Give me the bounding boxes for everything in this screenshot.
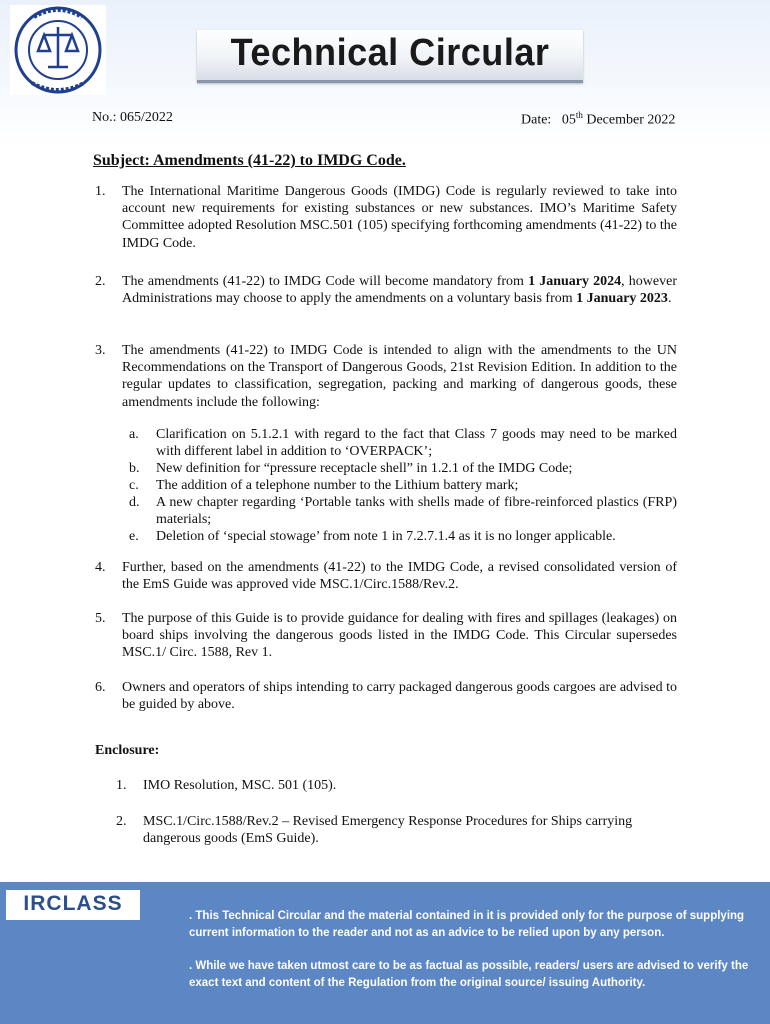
page-title: Technical Circular <box>230 32 550 74</box>
paragraph-number: 5. <box>95 611 106 626</box>
letterhead <box>0 0 770 146</box>
circular-date <box>521 110 675 129</box>
paragraph-text: Further, based on the amendments (41-22) to the IMDG Code, a revised consolidated version of the EmS Guide was approved vide MSC.1/Circ.1588/Rev.2. <box>122 560 677 593</box>
paragraph-number: 1. <box>95 184 106 199</box>
paragraph-text-part: , however Administrations may choose to apply the amendments on a voluntary basis from <box>122 274 677 307</box>
enclosure-text: IMO Resolution, MSC. 501 (105). <box>143 778 337 793</box>
paragraph-text: The International Maritime Dangerous Goods (IMDG) Code is regularly reviewed to take into account new requirements for existing substances or new substances. IMO’s Maritime Safety Committee adopted Resolution MSC.501 (105) specifying forthcoming amendments (41-22) to the IMDG Code. <box>122 184 677 251</box>
subitem-text: The addition of a telephone number to the Lithium battery mark; <box>156 478 519 493</box>
paragraph-number: 3. <box>95 343 106 358</box>
voluntary-date: 1 January 2023 <box>576 291 668 307</box>
enclosure-number: 2. <box>116 814 127 829</box>
subitem-letter: b. <box>129 461 140 476</box>
subitem-d <box>129 494 677 528</box>
subitem-e <box>129 528 677 545</box>
subitem-a <box>129 426 677 460</box>
paragraph-1 <box>95 183 677 252</box>
mandatory-date: 1 January 2024 <box>528 274 622 289</box>
irclass-logo <box>6 890 140 920</box>
paragraph-6 <box>95 679 677 713</box>
paragraph-number: 2. <box>95 274 106 289</box>
subitem-b <box>129 460 677 477</box>
enclosure-number: 1. <box>116 778 127 793</box>
date-suffix: th <box>575 110 583 120</box>
subitem-text: Deletion of ‘special stowage’ from note 1 in 7.2.7.1.4 as it is no longer applicable. <box>156 529 616 544</box>
paragraph-4 <box>95 559 677 593</box>
subitem-letter: c. <box>129 478 139 493</box>
paragraph-number: 6. <box>95 680 106 695</box>
subitem-text: New definition for “pressure receptacle shell” in 1.2.1 of the IMDG Code; <box>156 461 573 476</box>
subject-heading: Subject: Amendments (41-22) to IMDG Code. <box>93 152 406 169</box>
enclosure-item-1 <box>116 777 677 794</box>
disclaimer-2: . While we have taken utmost care to be as factual as possible, readers/ users are advised to verify the exact text and content of the Regulation from the original source/ issuing Authority. <box>189 960 749 989</box>
paragraph-5 <box>95 610 677 662</box>
paragraph-number: 4. <box>95 560 106 575</box>
subitem-letter: a. <box>129 427 139 442</box>
title-banner <box>197 30 583 83</box>
enclosure-heading: Enclosure: <box>95 743 160 758</box>
subitem-letter: d. <box>129 495 140 510</box>
subitem-text: Clarification on 5.1.2.1 with regard to the fact that Class 7 goods may need to be marked with different label in addition to ‘OVERPACK’; <box>156 427 677 460</box>
irclass-logo-text: IRCLASS <box>23 892 123 915</box>
paragraph-text <box>122 273 677 307</box>
date-month-year: December 2022 <box>586 112 676 128</box>
date-label: Date: <box>521 112 552 128</box>
subitem-c <box>129 477 677 494</box>
paragraph-text-part: . <box>667 291 672 307</box>
subitem-text: A new chapter regarding ‘Portable tanks with shells made of fibre-reinforced plastics (FRP) materials; <box>156 495 677 528</box>
enclosure-text: MSC.1/Circ.1588/Rev.2 – Revised Emergency Response Procedures for Ships carrying dangerous goods (EmS Guide). <box>143 814 633 847</box>
paragraph-2 <box>95 273 677 307</box>
paragraph-text-part: The amendments (41-22) to IMDG Code will become mandatory from <box>122 274 529 289</box>
enclosure-item-2 <box>116 813 677 847</box>
disclaimer-1: . This Technical Circular and the material contained in it is provided only for the purpose of supplying current information to the reader and not as an advice to be relied upon by any person. <box>189 910 745 939</box>
irs-seal-logo <box>10 5 106 95</box>
circular-number: No.: 065/2022 <box>92 110 173 125</box>
date-day: 05 <box>561 112 576 128</box>
subitem-letter: e. <box>129 529 139 544</box>
paragraph-text: The purpose of this Guide is to provide guidance for dealing with fires and spillages (leakages) on board ships involving the dangerous goods listed in the IMDG Code. This Circular supersedes MSC.1/ Circ. 1588, Rev 1. <box>122 611 677 661</box>
paragraph-text: Owners and operators of ships intending to carry packaged dangerous goods cargoes are advised to be guided by above. <box>122 680 677 713</box>
paragraph-3 <box>95 342 677 411</box>
paragraph-text: The amendments (41-22) to IMDG Code is intended to align with the amendments to the UN Recommendations on the Transport of Dangerous Goods, 21st Revision Edition. In addition to the regular updates to classification, segregation, packing and marking of dangerous goods, these amendments include the following: <box>122 343 677 410</box>
